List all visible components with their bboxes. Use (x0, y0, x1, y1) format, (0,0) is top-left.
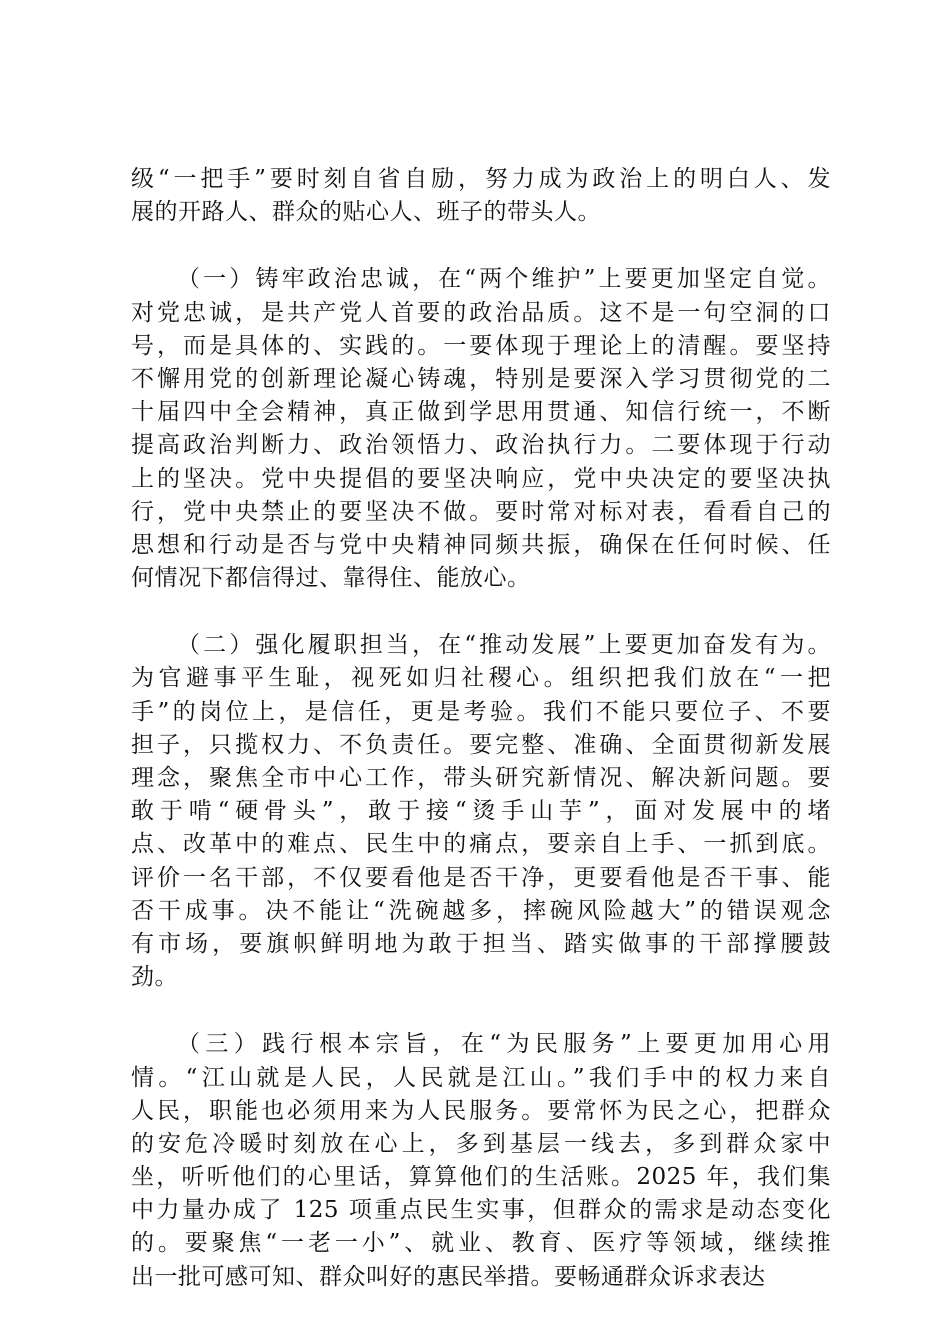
text-line: 号，而是具体的、实践的。一要体现于理论上的清醒。要坚持 (131, 332, 831, 359)
text-line: 有市场，要旗帜鲜明地为敢于担当、踏实做事的干部撑腰鼓 (131, 930, 831, 957)
text-line: 评价一名干部，不仅要看他是否干净，更要看他是否干事、能 (131, 864, 831, 891)
text-line: 担子，只揽权力、不负责任。要完整、准确、全面贯彻新发展 (131, 731, 831, 758)
body-text (131, 163, 831, 1294)
text-line: 何情况下都信得过、靠得住、能放心。 (131, 565, 531, 592)
text-line: 劲。 (131, 964, 178, 991)
text-line: 理念，聚焦全市中心工作，带头研究新情况、解决新问题。要 (131, 765, 831, 791)
text-line: 不懈用党的创新理论凝心铸魂，特别是要深入学习贯彻党的二 (131, 365, 831, 392)
text-line: （一）铸牢政治忠诚，在“两个维护”上要更加坚定自觉。 (177, 266, 831, 293)
text-line: 中力量办成了 125 项重点民生实事，但群众的需求是动态变化 (131, 1197, 831, 1224)
text-line: 的。要聚焦“一老一小”、就业、教育、医疗等领域，继续推 (131, 1230, 831, 1257)
paragraph-gap (131, 595, 831, 629)
text-line: 十届四中全会精神，真正做到学思用贯通、知信行统一，不断 (131, 399, 831, 426)
text-line: 点、改革中的难点、民生中的痛点，要亲自上手、一抓到底。 (131, 831, 831, 858)
text-line: （二）强化履职担当，在“推动发展”上要更加奋发有为。 (177, 632, 831, 659)
text-line: 为官避事平生耻，视死如归社稷心。组织把我们放在“一把 (131, 665, 831, 692)
text-line: 的安危冷暖时刻放在心上，多到基层一线去，多到群众家中 (131, 1130, 831, 1157)
paragraph (131, 163, 831, 229)
text-line: （三）践行根本宗旨，在“为民服务”上要更加用心用 (177, 1031, 831, 1058)
text-line: 情。“江山就是人民，人民就是江山。”我们手中的权力来自 (131, 1064, 831, 1091)
paragraph (131, 263, 831, 595)
paragraph-gap (131, 994, 831, 1028)
text-line: 坐，听听他们的心里话，算算他们的生活账。2025 年，我们集 (131, 1164, 831, 1191)
text-line: 行，党中央禁止的要坚决不做。要时常对标对表，看看自己的 (131, 498, 831, 525)
text-line: 展的开路人、群众的贴心人、班子的带头人。 (131, 199, 601, 226)
text-line: 手”的岗位上，是信任，更是考验。我们不能只要位子、不要 (131, 698, 831, 725)
text-line: 思想和行动是否与党中央精神同频共振，确保在任何时候、任 (131, 531, 831, 558)
text-line: 对党忠诚，是共产党人首要的政治品质。这不是一句空洞的口 (131, 299, 831, 326)
paragraph (131, 629, 831, 994)
text-line: 人民，职能也必须用来为人民服务。要常怀为民之心，把群众 (131, 1097, 831, 1124)
text-line: 敢于啃“硬骨头”，敢于接“烫手山芋”，面对发展中的堵 (131, 798, 831, 825)
text-line: 上的坚决。党中央提倡的要坚决响应，党中央决定的要坚决执 (131, 465, 831, 492)
text-line: 级“一把手”要时刻自省自励，努力成为政治上的明白人、发 (131, 166, 831, 192)
text-line: 出一批可感可知、群众叫好的惠民举措。要畅通群众诉求表达 (131, 1263, 766, 1290)
paragraph-gap (131, 229, 831, 263)
text-line: 提高政治判断力、政治领悟力、政治执行力。二要体现于行动 (131, 432, 831, 459)
paragraph (131, 1028, 831, 1294)
text-line: 否干成事。决不能让“洗碗越多，摔碗风险越大”的错误观念 (131, 897, 831, 924)
